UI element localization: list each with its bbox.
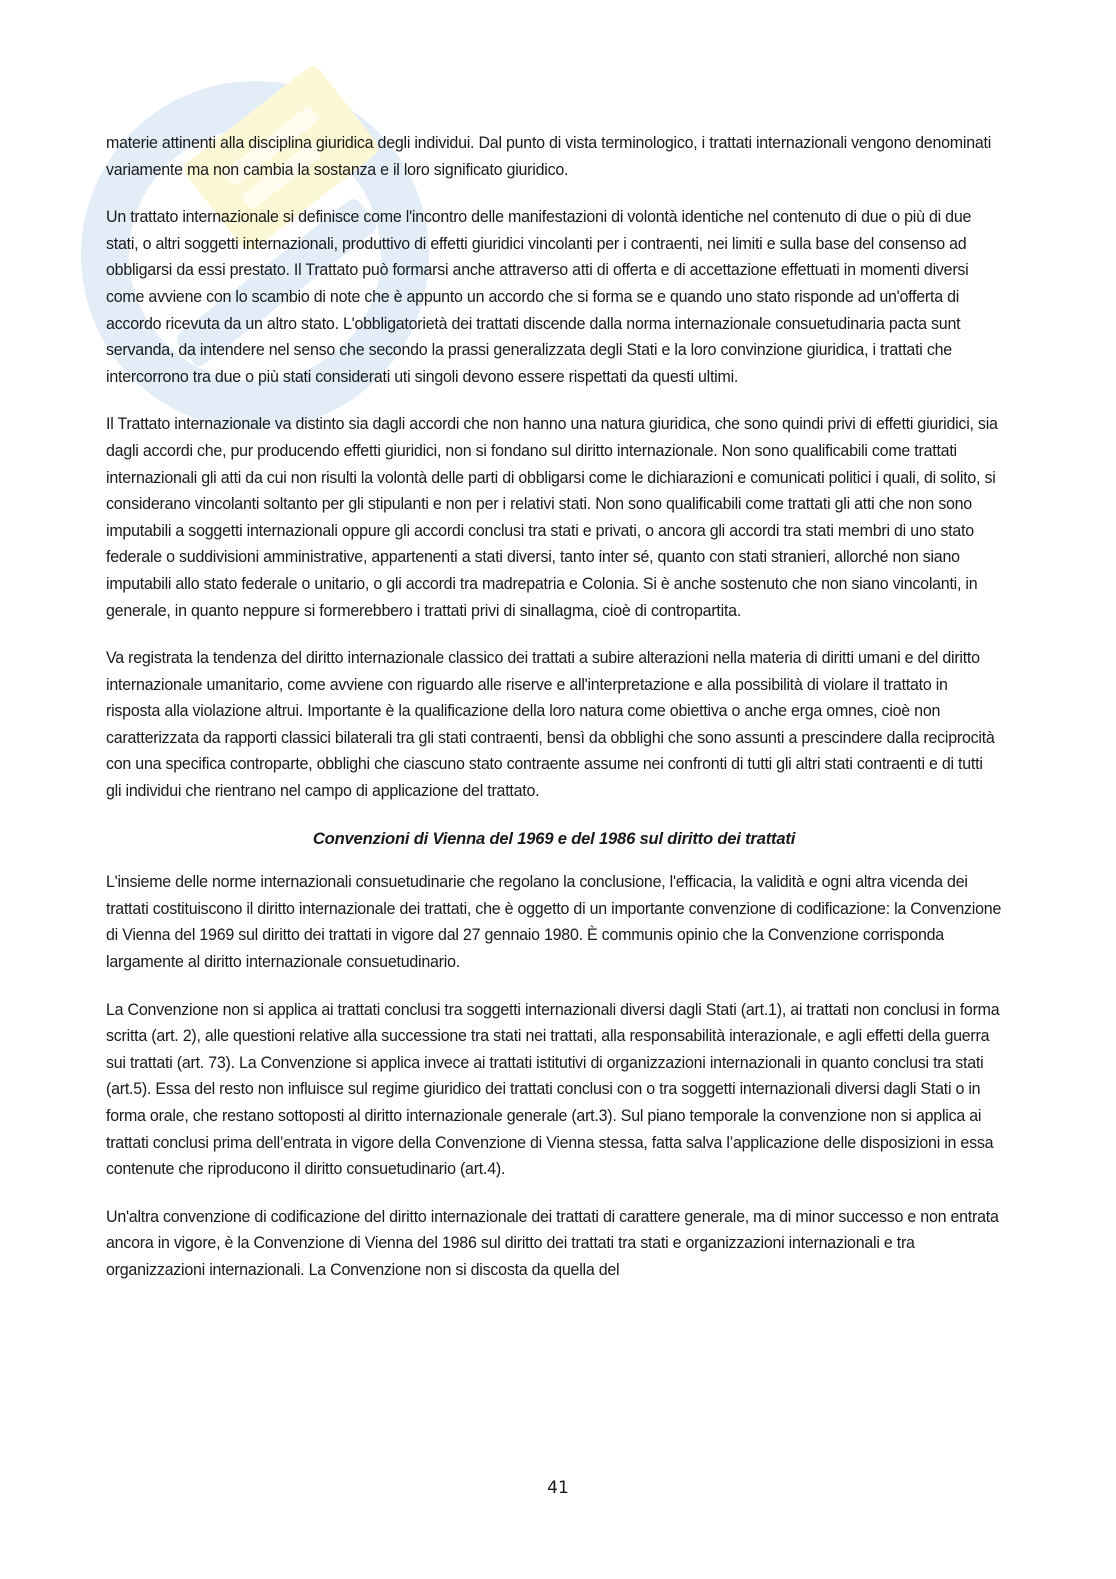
paragraph: Un'altra convenzione di codificazione del diritto internazionale dei trattati di carattere generale, ma di minor successo e non entrata ancora in vigore, è la Convenzione di Vienna del 1986 sul diritto dei trattati tra stati e organizzazioni internazionali e tra organizzazioni internazionali. La Convenzione non si discosta da quella del xyxy=(106,1206,999,1279)
paragraph: La Convenzione non si applica ai trattati conclusi tra soggetti internazionali diversi dagli Stati (art.1), ai trattati non conclusi in forma scritta (art. 2), alle questioni relative alla successione tra stati nei trattati, alla responsabilità interazionale, e agli effetti della guerra sui trattati (art. 73). La Convenzione si applica invece ai trattati istitutivi di organizzazioni internazionali in quanto conclusi tra stati (art.5). Essa del resto non influisce sul regime giuridico dei trattati conclusi con o tra soggetti internazionali diversi dagli Stati o in forma orale, che restano sottoposti al diritto internazionale generale (art.3). Sul piano temporale la convenzione non si applica ai trattati conclusi prima dell’entrata in vigore della Convenzione di Vienna stessa, fatta salva l’applicazione delle disposizioni in essa contenute che riproducono il diritto consuetudinario (art.4). xyxy=(106,999,1000,1179)
section-heading: Convenzioni di Vienna del 1969 e del 1986 sul diritto dei trattati xyxy=(312,828,796,848)
paragraph: L'insieme delle norme internazionali consuetudinarie che regolano la conclusione, l'efficacia, la validità e ogni altra vicenda dei trattati costituiscono il diritto internazionale dei trattati, che è oggetto di un importante convenzione di codificazione: la Convenzione di Vienna del 1969 sul diritto dei trattati in vigore dal 27 gennaio 1980. È communis opinio che la Convenzione corrisponda largamente al diritto internazionale consuetudinario. xyxy=(106,872,1002,972)
paragraph: materie attinenti alla disciplina giuridica degli individui. Dal punto di vista terminologico, i trattati internazionali vengono denominati variamente ma non cambia la sostanza e il loro significato giuridico. xyxy=(106,133,992,179)
page-number: 41 xyxy=(547,1478,569,1498)
paragraph: Il Trattato internazionale va distinto sia dagli accordi che non hanno una natura giuridica, che sono quindi privi di effetti giuridici, sia dagli accordi che, pur producendo effetti giuridici, non si fondano sul diritto internazionale. Non sono qualificabili come trattati internazionali gli atti da cui non risulti la volontà delle parti di obbligarsi come le dichiarazioni e comunicati politici i quali, di solito, si considerano vincolanti soltanto per gli stipulanti e non per i relativi stati. Non sono qualificabili come trattati gli atti che non sono imputabili a soggetti internazionali oppure gli accordi conclusi tra stati e privati, o ancora gli accordi tra stati membri di uno stato federale o suddivisioni amministrative, appartenenti a stati diversi, tanto inter sé, quanto con stati stranieri, allorché non siano imputabili allo stato federale o unitario, o gli accordi tra madrepatria e Colonia. Si è anche sostenuto che non siano vincolanti, in generale, in quanto neppure si formerebbero i trattati privi di sinallagma, cioè di contropartita. xyxy=(106,414,998,620)
document-body xyxy=(106,130,1002,1305)
paragraph: Va registrata la tendenza del diritto internazionale classico dei trattati a subire alterazioni nella materia di diritti umani e del diritto internazionale umanitario, come avviene con riguardo alle riserve e all'interpretazione e alla possibilità di violare il trattato in risposta alla violazione altrui. Importante è la qualificazione della loro natura come obiettiva o anche erga omnes, cioè non caratterizzata da rapporti classici bilaterali tra gli stati contraenti, bensì da obblighi che sono assunti a prescindere dalla reciprocità con una specifica controparte, obblighi che ciascuno stato contraente assume nei confronti di tutti gli altri stati contraenti e di tutti gli individui che rientrano nel campo di applicazione del trattato. xyxy=(106,648,995,801)
paragraph: Un trattato internazionale si definisce come l'incontro delle manifestazioni di volontà identiche nel contenuto di due o più di due stati, o altri soggetti internazionali, produttivo di effetti giuridici vincolanti per i contraenti, nei limiti e sulla base del consenso ad obbligarsi da essi prestato. Il Trattato può formarsi anche attraverso atti di offerta e di accettazione effettuati in momenti diversi come avviene con lo scambio di note che è appunto un accordo che si forma se e quando uno stato risponde ad un'offerta di accordo ricevuta da un altro stato. L'obbligatorietà dei trattati discende dalla norma internazionale consuetudinaria pacta sunt servanda, da intendere nel senso che secondo la prassi generalizzata degli Stati e la loro convinzione giuridica, i trattati che intercorrono tra due o più stati considerati uti singoli devono essere rispettati da questi ultimi. xyxy=(106,207,972,386)
